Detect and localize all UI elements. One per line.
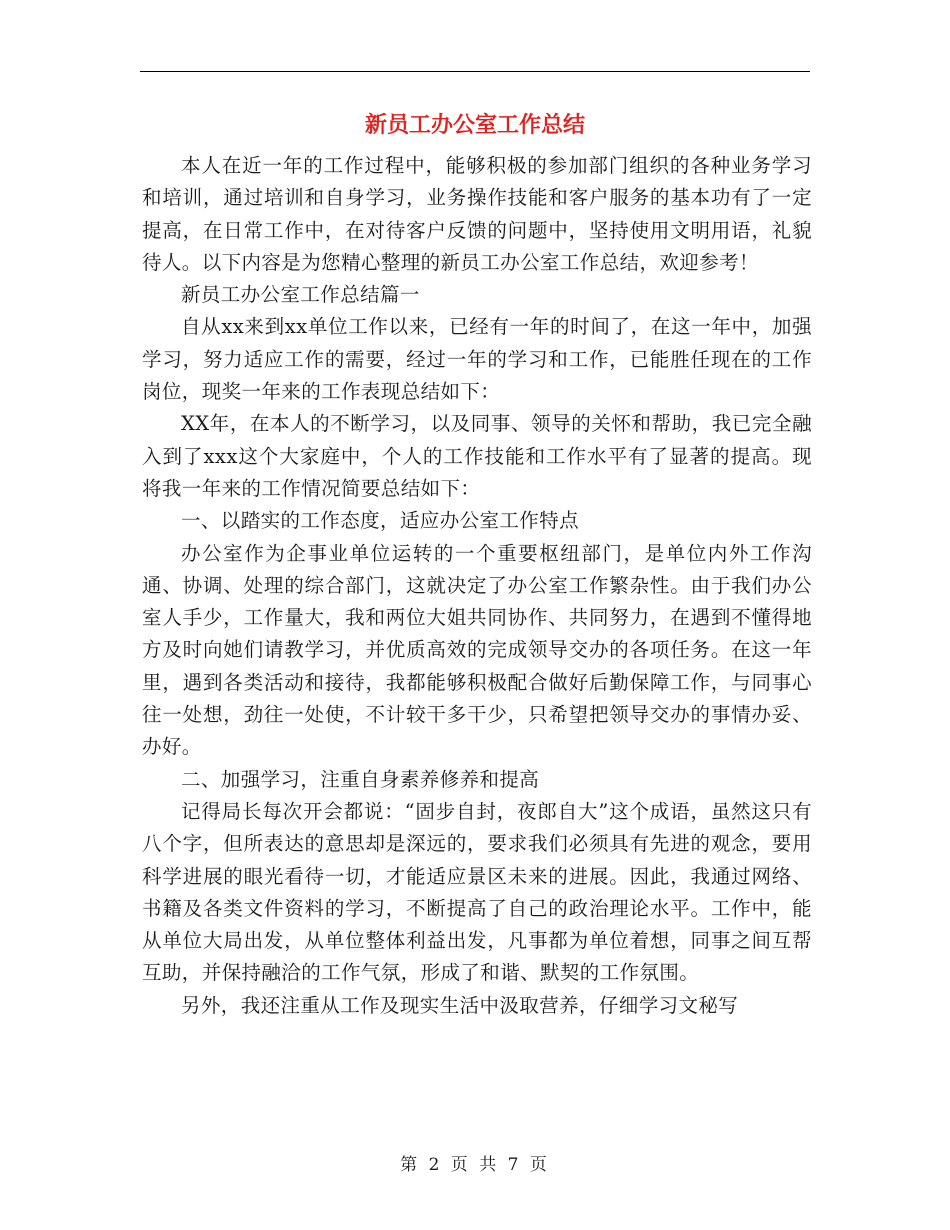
section-heading-work-attitude: 一、以踏实的工作态度，适应办公室工作特点 xyxy=(181,509,580,533)
document-body xyxy=(142,150,812,1022)
paragraph: 记得局长每次开会都说：“固步自封，夜郎自大”这个成语，虽然这只有八个字，但所表达的意思却是深远的，要求我们必须具有先进的观念，要用科学进展的眼光看待一切，才能适应景区未来的进展。因此，我通过网络、书籍及各类文件资料的学习，不断提高了自己的政治理论水平。工作中，能从单位大局出发，从单位整体利益出发，凡事都为单位着想，同事之间互帮互助，并保持融洽的工作气氛，形成了和谐、默契的工作氛围。 xyxy=(142,799,812,985)
section-heading-part-one: 新员工办公室工作总结篇一 xyxy=(181,283,420,307)
document-title: 新员工办公室工作总结 xyxy=(364,112,585,138)
paragraph: 自从xx来到xx单位工作以来，已经有一年的时间了，在这一年中，加强学习，努力适应工作的需要，经过一年的学习和工作，已能胜任现在的工作岗位，现奖一年来的工作表现总结如下： xyxy=(142,315,812,404)
section-heading-learning: 二、加强学习，注重自身素养修养和提高 xyxy=(181,767,540,791)
paragraph-intro: 本人在近一年的工作过程中，能够积极的参加部门组织的各种业务学习和培训，通过培训和自身学习，业务操作技能和客户服务的基本功有了一定提高，在日常工作中，在对待客户反馈的问题中，坚持使用文明用语，礼貌待人。以下内容是为您精心整理的新员工办公室工作总结，欢迎参考！ xyxy=(142,154,812,274)
paragraph: 另外，我还注重从工作及现实生活中汲取营养，仔细学习文秘写 xyxy=(181,993,739,1017)
paragraph: 办公室作为企事业单位运转的一个重要枢纽部门，是单位内外工作沟通、协调、处理的综合部门，这就决定了办公室工作繁杂性。由于我们办公室人手少，工作量大，我和两位大姐共同协作、共同努力，在遇到不懂得地方及时向她们请教学习，并优质高效的完成领导交办的各项任务。在这一年里，遇到各类活动和接待，我都能够积极配合做好后勤保障工作，与同事心往一处想，劲往一处使，不计较干多干少，只希望把领导交办的事情办妥、办好。 xyxy=(142,541,812,759)
page-number: 第 2 页 共 7 页 xyxy=(400,1155,550,1175)
header-rule xyxy=(140,71,810,72)
paragraph: XX年，在本人的不断学习，以及同事、领导的关怀和帮助，我已完全融入到了xxx这个大家庭中，个人的工作技能和工作水平有了显著的提高。现将我一年来的工作情况简要总结如下： xyxy=(142,412,812,500)
